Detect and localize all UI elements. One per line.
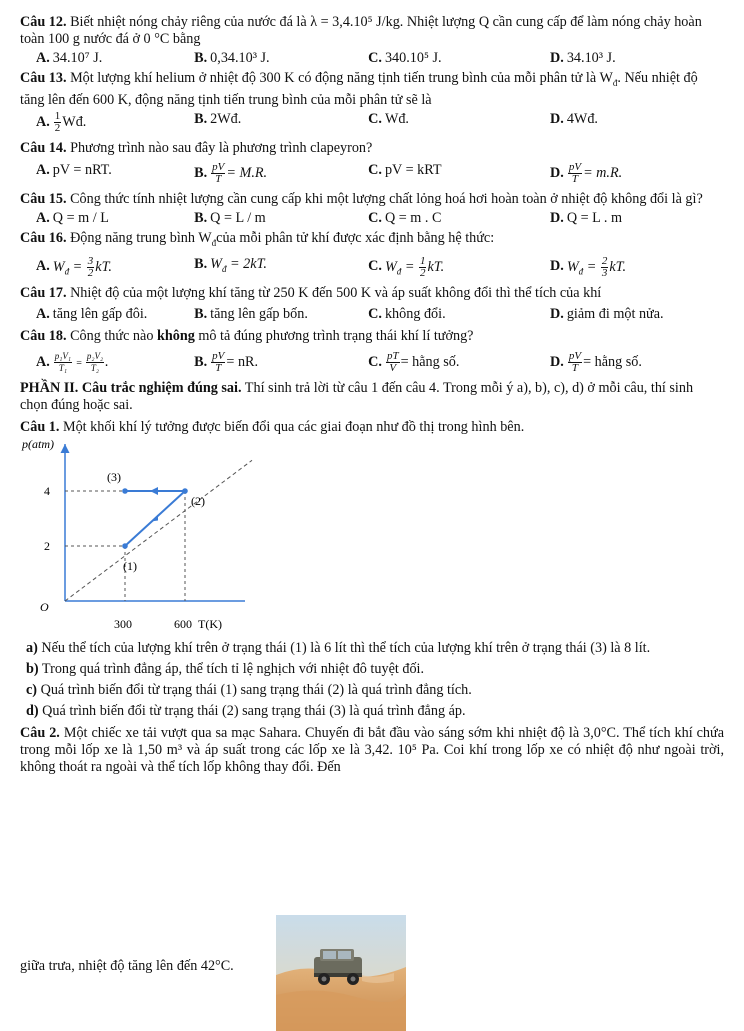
option-c[interactable]: C. pV = kRT <box>368 161 442 178</box>
question-12 <box>20 0 724 48</box>
option-a[interactable]: A. Q = m / L <box>36 209 109 226</box>
options-row <box>20 256 724 281</box>
option-c[interactable]: C. $\frac{pT}{V}$ = hằng số. <box>368 350 460 375</box>
option-b[interactable]: B. 0,34.10³ J. <box>194 50 270 66</box>
statement-b[interactable]: b) Trong quá trình đẳng áp, thể tích tỉ lệ nghịch với nhiệt đô tuyệt đối. <box>26 661 425 678</box>
option-d[interactable]: D. $\frac{pV}{T}$ = hằng số. <box>550 350 642 375</box>
option-d[interactable]: D. Q = L . m <box>550 209 622 226</box>
question-text: Động năng trung bình $W_đcủa$ mỗi phân tử khí được xác định bằng hệ thức: <box>70 229 495 248</box>
option-a[interactable]: A. $W_đ$ = $\frac{3}{2}$ kT. <box>36 254 112 279</box>
desert-truck-image <box>276 915 406 1031</box>
y-tick-label: 4 <box>44 484 50 499</box>
y-axis-label: p(atm) <box>22 437 54 452</box>
statement-d[interactable]: d) Quá trình biến đổi từ trạng thái (2) sang trạng thái (3) là quá trình đẳng áp. <box>26 703 466 720</box>
arrow-2-3 <box>150 487 158 495</box>
pt-diagram <box>20 436 260 636</box>
option-c[interactable]: C. 340.10⁵ J. <box>368 50 442 66</box>
question-text: Công thức tính nhiệt lượng cần cung cấp khi một lượng chất lỏng hoá hơi hoàn toàn ở nhiệt độ không đổi là gì? <box>70 190 703 207</box>
question-label: Câu 18. <box>20 328 67 345</box>
y-tick-label: 2 <box>44 539 50 554</box>
options-row <box>20 50 724 67</box>
options-row <box>20 210 724 227</box>
question-label: Câu 17. <box>20 285 67 302</box>
part-2-header <box>20 380 724 414</box>
options-row <box>20 351 724 374</box>
question-label: Câu 2. <box>20 725 60 742</box>
pt-chart <box>20 436 260 636</box>
question-14 <box>20 140 724 157</box>
state-point <box>122 488 128 494</box>
option-d[interactable]: D. giảm đi một nửa. <box>550 306 664 323</box>
statement-a[interactable]: a) Nếu thể tích của lượng khí trên ở trạng thái (1) là 6 lít thì thể tích của lượng khí trên ở trạng thái (3) là 8 lít. <box>26 640 651 657</box>
question-text: Một khối khí lý tưởng được biến đổi qua các giai đoạn như đồ thị trong hình bên. <box>62 419 525 436</box>
state-label: (1) <box>123 559 137 574</box>
question-label: Câu 15. <box>20 190 67 207</box>
question-label: Câu 16. <box>20 229 67 246</box>
option-d[interactable]: D. 34.10³ J. <box>550 50 616 66</box>
question-18 <box>20 328 724 345</box>
part2-question-2 <box>20 725 724 776</box>
state-point <box>182 488 188 494</box>
question-text: Một lượng khí helium ở nhiệt độ 300 K có động năng tịnh tiến trung bình của mỗi phân tử là $W_đ$. Nếu nhiệt độ tăng lên đến 600 K, động năng tịnh tiến trung bình của mỗi phân tử sẽ là <box>20 70 698 108</box>
state-label: (2) <box>191 494 205 509</box>
state-label: (3) <box>107 470 121 485</box>
question-2-tail: giữa trưa, nhiệt độ tăng lên đến 42°C. <box>20 958 234 974</box>
option-a[interactable]: A. $\frac{\text{p₁V₁}}{\text{T₁}}$ = $\frac{\text{p₂V₂}}{\text{T₂}}$ . <box>36 351 109 374</box>
question-text: Một chiếc xe tải vượt qua sa mạc Sahara. Chuyến đi bắt đầu vào sáng sớm khi nhiệt độ là 3,0°C. Thể tích khí chứa trong mỗi lốp xe là 1,50 m³ và áp suất trong các lốp xe là 3,42. 10⁵ Pa. Coi khí trong lốp xe có nhiệt độ như ngoài trời, không thoát ra ngoài và thể tích lốp không thay đổi. Đến <box>20 725 725 776</box>
option-b[interactable]: B. $\frac{pV}{T}$ = M.R. <box>194 160 268 185</box>
statement-c[interactable]: c) Quá trình biến đổi từ trạng thái (1) sang trạng thái (2) là quá trình đẳng tích. <box>26 682 472 699</box>
option-d[interactable]: D. $\frac{pV}{T}$ = m.R. <box>550 160 623 185</box>
option-b[interactable]: B. $\frac{pV}{T}$ = nR. <box>194 350 259 375</box>
options-row <box>20 306 724 323</box>
question-13 <box>20 70 724 109</box>
question-label: Câu 14. <box>20 139 67 156</box>
part2-question-1 <box>20 419 724 436</box>
option-c[interactable]: C. Q = m . C <box>368 209 442 226</box>
option-d[interactable]: D. 4Wđ. <box>550 110 598 127</box>
x-axis-label: T(K) <box>198 617 222 632</box>
origin-guide-line <box>65 461 252 602</box>
option-b[interactable]: B. tăng lên gấp bốn. <box>194 306 308 323</box>
part2-question-1-items <box>20 640 724 720</box>
option-b[interactable]: B. $W_đ = 2kT$. <box>194 255 267 274</box>
option-c[interactable]: C. Wđ. <box>368 110 409 127</box>
option-b[interactable]: B. Q = L / m <box>194 209 266 226</box>
question-15 <box>20 191 724 208</box>
options-row <box>20 111 724 134</box>
section-instructions: Thí sinh trả lời từ câu 1 đến câu 4. Trong mỗi ý a), b), c), d) ở mỗi câu, thí sinh chọn đúng hoặc sai. <box>20 380 694 414</box>
section-title: PHẦN II. Câu trắc nghiệm đúng sai. <box>20 380 242 397</box>
question-label: Câu 13. <box>20 70 67 86</box>
question-label: Câu 1. <box>20 419 60 436</box>
option-d[interactable]: D. $W_đ$ = $\frac{2}{3}$ kT. <box>550 254 627 279</box>
question-label: Câu 12. <box>20 14 67 30</box>
origin-label: O <box>40 600 49 615</box>
question-16 <box>20 230 724 252</box>
options-row <box>20 162 724 185</box>
option-a[interactable]: A. tăng lên gấp đôi. <box>36 306 148 323</box>
option-a[interactable]: A. pV = nRT. <box>36 161 112 178</box>
question-text: Công thức nào không mô tả đúng phương trình trạng thái khí lí tưởng? <box>70 328 474 345</box>
option-a[interactable]: A. 34.10⁷ J. <box>36 50 103 66</box>
x-tick-label: 300 <box>114 617 132 632</box>
question-text: Nhiệt độ của một lượng khí tăng từ 250 K đến 500 K và áp suất không đổi thì thể tích của khí <box>70 285 602 302</box>
question-text: Phương trình nào sau đây là phương trình clapeyron? <box>70 139 373 156</box>
x-tick-label: 600 <box>174 617 192 632</box>
option-a[interactable]: A. $\frac{1}{2}$ Wđ. <box>36 109 87 134</box>
option-c[interactable]: C. $W_đ$ = $\frac{1}{2}$ kT. <box>368 254 445 279</box>
question-text: Biết nhiệt nóng chảy riêng của nước đá là λ = 3,4.10⁵ J/kg. Nhiệt lượng Q cần cung cấp để làm nóng chảy hoàn toàn 100 g nước đá ở 0 °C bằng <box>20 14 702 47</box>
option-c[interactable]: C. không đổi. <box>368 306 446 323</box>
state-point <box>122 543 128 549</box>
option-b[interactable]: B. 2Wđ. <box>194 110 242 127</box>
question-17 <box>20 285 724 302</box>
